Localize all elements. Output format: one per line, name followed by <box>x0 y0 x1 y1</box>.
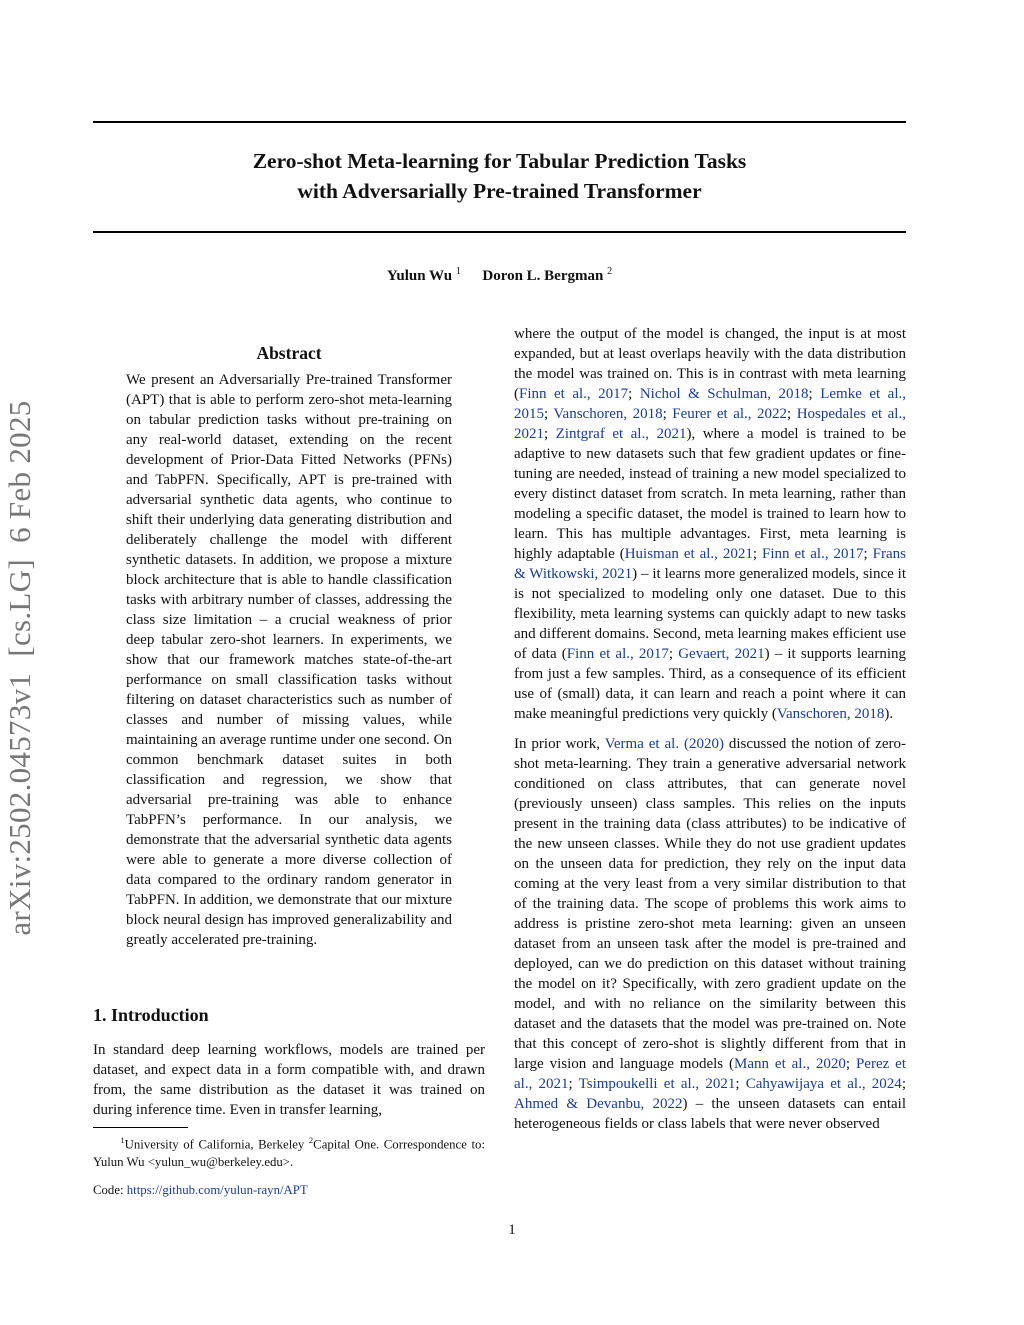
author-name: Yulun Wu <box>386 268 453 284</box>
footnote-rule <box>93 1127 188 1128</box>
right-column-paragraph: In prior work, Verma et al. (2020) discussed the notion of zero-shot meta-learning. They train a generative adversarial network conditioned on class attributes, that can generate novel (previously unseen) class samples. This relies on the inputs present in the training data (class attributes) to be indicative of the new unseen classes. While they do not use gradient updates on the unseen data for prediction, they rely on the input data coming at the very least from a very similar distribution to that of the training data. The scope of problems this work aims to address is pristine zero-shot meta learning: given an unseen dataset from an unseen task after the model is pre-trained and deployed, can we do prediction on this dataset without training the model on it? Specifically, with zero gradient update on the model, and with no reliance on the similarity between this dataset and the datasets that the model was pre-trained on. Note that this concept of zero-shot is slightly different from that in large vision and language models (Mann et al., 2020; Perez et al., 2021; Tsimpoukelli et al., 2021; Cahyawijaya et al., 2024; Ahmed & Devanbu, 2022) – the unseen datasets can entail heterogeneous fields or class labels that were never observed <box>514 736 906 1132</box>
citation-link[interactable]: Verma et al. (2020) <box>604 736 724 752</box>
citation-link[interactable]: Tsimpoukelli et al., 2021 <box>578 1076 736 1092</box>
author-list <box>93 266 906 285</box>
footnote-mark: 2 <box>308 1135 314 1145</box>
citation-link[interactable]: Finn et al., 2017 <box>519 386 629 402</box>
citation-link[interactable]: Perez et al., 2021 <box>514 1056 906 1092</box>
arxiv-stamp: arXiv:2502.04573v1 [cs.LG] 6 Feb 2025 <box>2 400 37 936</box>
code-label: Code: <box>93 1183 127 1197</box>
citation-link[interactable]: Frans & Witkowski, 2021 <box>514 546 906 582</box>
paper-title-line-1: Zero-shot Meta-learning for Tabular Prediction Tasks <box>252 149 747 173</box>
code-availability <box>93 1183 308 1198</box>
citation-link[interactable]: Mann et al., 2020 <box>734 1056 846 1072</box>
title-rule-bottom <box>93 231 906 233</box>
citation-link[interactable]: Lemke et al., 2015 <box>514 386 907 422</box>
abstract-body: We present an Adversarially Pre-trained Transformer (APT) that is able to perform zero-shot meta-learning on tabular prediction tasks without pre-training on any real-world dataset, extending on the recent development of Prior-Data Fitted Networks (PFNs) and TabPFN. Specifically, APT is pre-trained with adversarial synthetic data agents, who continue to shift their underlying data generating distribution and deliberately challenge the model with different synthetic datasets. In addition, we propose a mixture block architecture that is able to handle classification tasks with arbitrary number of classes, addressing the class size limitation – a crucial weakness of prior deep tabular zero-shot learners. In experiments, we show that our framework matches state-of-the-art performance on small classification tasks without filtering on dataset characteristics such as number of classes and number of missing values, while maintaining an average runtime under one second. On common benchmark dataset suites in both classification and regression, we show that adversarial pre-training was able to enhance TabPFN’s performance. In our analysis, we demonstrate that the adversarial synthetic data agents were able to generate a more diverse collection of data compared to the ordinary random generator in TabPFN. In addition, we demonstrate that our mixture block neural design has improved generalizability and greatly accelerated pre-training. <box>126 372 452 948</box>
footnote-mark: 1 <box>120 1135 125 1145</box>
citation-link[interactable]: Ahmed & Devanbu, 2022 <box>514 1096 683 1112</box>
citation-link[interactable]: Finn et al., 2017 <box>566 646 669 662</box>
author-affiliation-mark: 1 <box>455 266 461 277</box>
citation-link[interactable]: Hospedales et al., 2021 <box>514 406 906 442</box>
citation-link[interactable]: Nichol & Schulman, 2018 <box>639 386 809 402</box>
citation-link[interactable]: Huisman et al., 2021 <box>624 546 753 562</box>
title-rule-top <box>93 121 906 123</box>
citation-link[interactable]: Zintgraf et al., 2021 <box>555 426 687 442</box>
introduction-paragraph: In standard deep learning workflows, models are trained per dataset, and expect data in a form compatible with, and drawn from, the same distribution as the dataset it was trained on during inference time. Even in transfer learning, <box>93 1042 485 1118</box>
footnote-affiliation-1: University of California, Berkeley <box>124 1137 309 1152</box>
citation-link[interactable]: Gevaert, 2021 <box>678 646 765 662</box>
citation-link[interactable]: Finn et al., 2017 <box>762 546 864 562</box>
right-column-paragraph: where the output of the model is changed, the input is at most expanded, but at least overlaps heavily with the data distribution the model was trained on. This is in contrast with meta learning (Finn et al., 2017; Nichol & Schulman, 2018; Lemke et al., 2015; Vanschoren, 2018; Feurer et al., 2022; Hospedales et al., 2021; Zintgraf et al., 2021), where a model is trained to be adaptive to new datasets such that few gradient updates or fine-tuning are needed, instead of training a new model specialized to every distinct dataset from scratch. In meta learning, rather than modeling a specific dataset, the model is trained to learn how to learn. This has multiple advantages. First, meta learning is highly adaptable (Huisman et al., 2021; Finn et al., 2017; Frans & Witkowski, 2021) – it learns more generalized models, since it is not specialized to modeling only one dataset. Due to this flexibility, meta learning systems can quickly adapt to new tasks and different domains. Second, meta learning makes efficient use of data (Finn et al., 2017; Gevaert, 2021) – it supports learning from just a few samples. Third, as a consequence of its efficient use of (small) data, it can learn and reach a point where it can make meaningful predictions very quickly (Vanschoren, 2018). <box>514 326 907 722</box>
right-column <box>514 324 906 1134</box>
author-name: Doron L. Bergman <box>482 268 604 284</box>
paper-title-line-2: with Adversarially Pre-trained Transformer <box>297 179 702 203</box>
abstract-heading: Abstract <box>256 343 322 363</box>
citation-link[interactable]: Feurer et al., 2022 <box>672 406 788 422</box>
citation-link[interactable]: Vanschoren, 2018 <box>776 706 885 722</box>
citation-link[interactable]: Cahyawijaya et al., 2024 <box>745 1076 902 1092</box>
code-link[interactable]: https://github.com/yulun-rayn/APT <box>126 1183 308 1197</box>
author-affiliation-mark: 2 <box>607 266 613 277</box>
page-number: 1 <box>508 1222 516 1238</box>
footnote-affiliation-2: Capital One. Correspondence to: Yulun Wu <yulun_wu@berkeley.edu>. <box>93 1137 485 1170</box>
section-heading-introduction: 1. Introduction <box>93 1005 209 1025</box>
citation-link[interactable]: Vanschoren, 2018 <box>553 406 663 422</box>
affiliation-footnote <box>93 1131 485 1171</box>
